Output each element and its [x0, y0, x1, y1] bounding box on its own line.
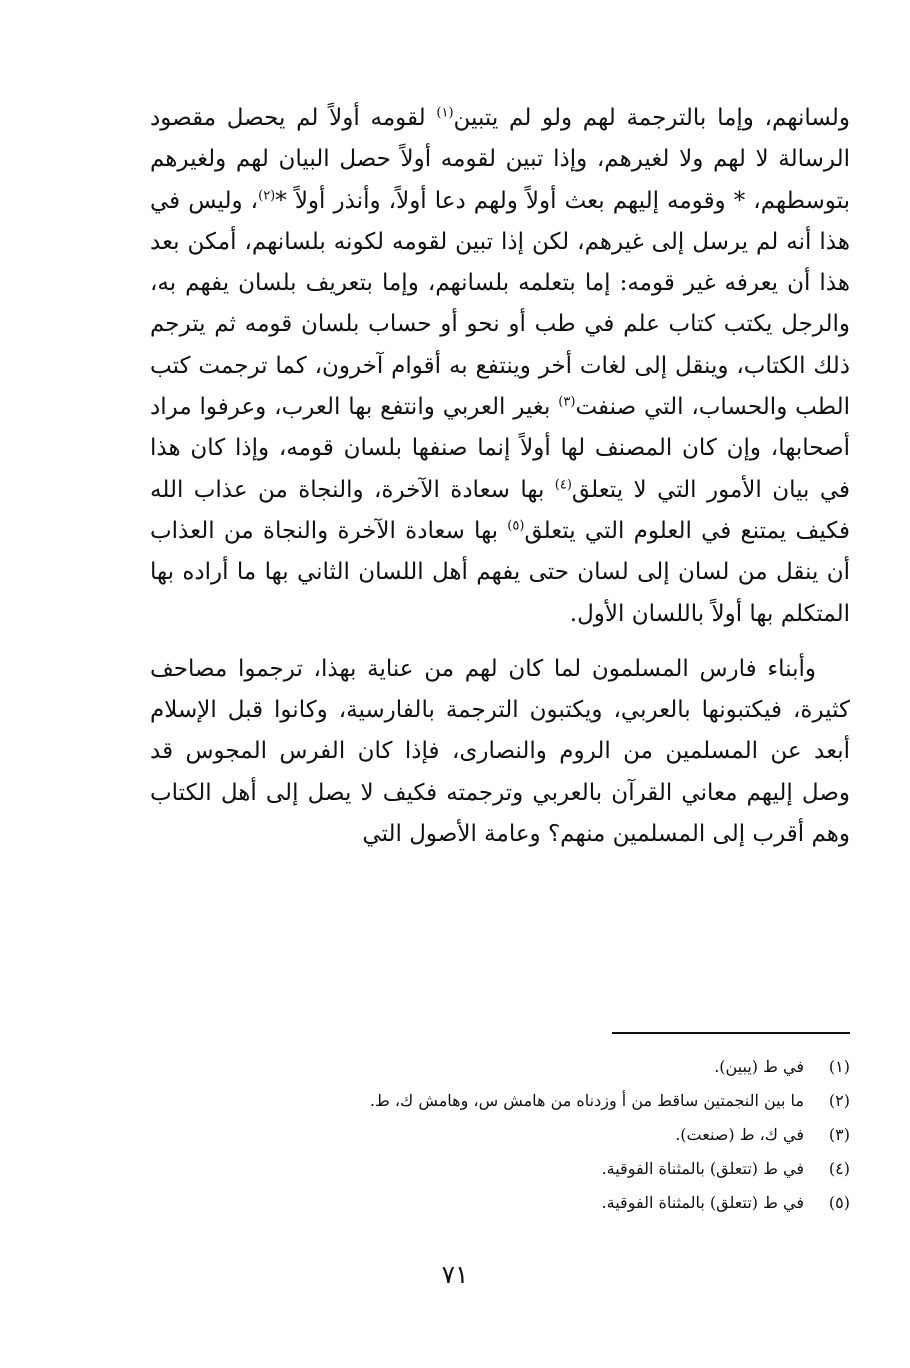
footnote-number: (٤): [828, 1159, 850, 1178]
footnote-1: [150, 1050, 850, 1084]
footnote-3: [150, 1118, 850, 1152]
footnotes: [150, 1050, 850, 1220]
text-segment: بغير العربي وانتفع بها العرب، وعرفوا مراد أصحابها، وإن كان المصنف لها أولاً إنما صنفها بلسان قومه، وإذا كان هذا في بيان الأمور التي لا يتعلق: [150, 394, 851, 503]
footnote-text: في ط (تتعلق) بالمثناة الفوقية.: [601, 1159, 804, 1178]
footnote-text: ما بين النجمتين ساقط من أ وزدناه من هامش س، وهامش ك، ط.: [369, 1091, 804, 1110]
paragraph-1: [150, 98, 850, 635]
text-segment: ولسانهم، وإما بالترجمة لهم ولو لم يتبين: [453, 105, 850, 131]
footnote-2: [150, 1084, 850, 1118]
footnote-divider: [612, 1032, 850, 1034]
page-number: ٧١: [441, 1260, 469, 1289]
footnote-ref-4[interactable]: (٤): [554, 477, 572, 493]
footnote-number: (١): [828, 1057, 850, 1076]
paragraph-2: وأبناء فارس المسلمون لما كان لهم من عناية بهذا، ترجموا مصاحف كثيرة، فيكتبونها بالعربي، ويكتبون الترجمة بالفارسية، وكانوا قبل الإسلام أبعد عن المسلمين من الروم والنصارى، فإذا كان الفرس المجوس قد وصل إليهم معاني القرآن بالعربي وترجمته فكيف لا يصل إلى أهل الكتاب وهم أقرب إلى المسلمين منهم؟ وعامة الأصول التي: [150, 655, 850, 848]
footnote-ref-5[interactable]: (٥): [507, 518, 525, 534]
footnote-text: في ط (يبين).: [714, 1057, 804, 1076]
footnote-text: في ط (تتعلق) بالمثناة الفوقية.: [601, 1193, 804, 1212]
text-segment: ، وليس في هذا أنه لم يرسل إلى غيرهم، لكن إذا تبين لقومه لكونه بلسانهم، أمكن بعد هذا أن يعرفه غير قومه: إما بتعلمه بلسانهم، وإما بتعريف بلسان يفهم به، والرجل يكتب كتاب علم في طب أو نحو أو حساب بلسان قومه ثم يترجم ذلك الكتاب، وينقل إلى لغات أخر وينتفع به أقوام آخرون، كما ترجمت كتب الطب والحساب، التي صنفت: [150, 187, 851, 421]
footnote-number: (٥): [828, 1193, 850, 1212]
footnote-text: في ك، ط (صنعت).: [675, 1125, 804, 1144]
footnote-ref-2[interactable]: (٢): [258, 187, 276, 203]
text-segment: لقومه أولاً لم يحصل مقصود الرسالة لا لهم ولا لغيرهم، وإذا تبين لقومه أولاً حصل البيان لهم ولغيرهم بتوسطهم، * وقومه إليهم بعث أولاً ولهم دعا أولاً، وأنذر أولاً *: [150, 105, 850, 214]
footnote-ref-3[interactable]: (٣): [558, 394, 576, 410]
footnote-number: (٣): [828, 1125, 850, 1144]
text-segment: بها سعادة الآخرة، والنجاة من عذاب الله فكيف يمتنع في العلوم التي يتعلق: [150, 476, 850, 544]
main-text: [150, 98, 850, 855]
footnote-number: (٢): [828, 1091, 850, 1110]
text-segment: بها سعادة الآخرة والنجاة من العذاب أن ينقل من لسان إلى لسان حتى يفهم أهل اللسان الثاني بها ما أراده بها المتكلم بها أولاً باللسان الأول.: [150, 517, 850, 627]
footnote-5: [150, 1186, 850, 1220]
footnote-4: [150, 1152, 850, 1186]
footnote-ref-1[interactable]: (١): [436, 105, 454, 121]
